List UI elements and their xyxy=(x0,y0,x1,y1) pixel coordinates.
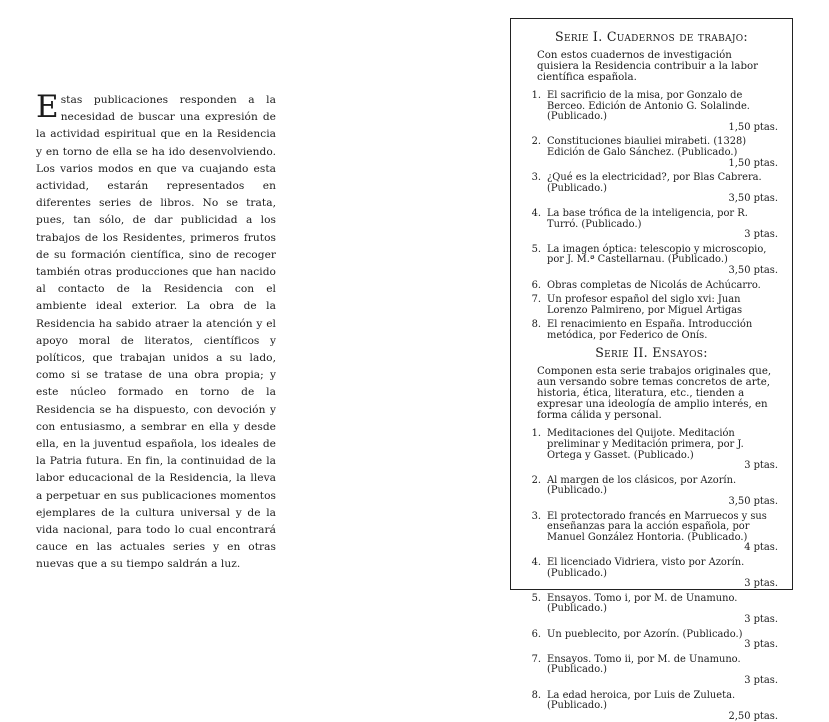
item-number: 3. xyxy=(531,510,541,522)
item-text: ¿Qué es la electricidad?, por Blas Cabrera. (Publicado.) xyxy=(547,172,762,194)
item-number: 8. xyxy=(531,319,541,331)
list-item xyxy=(525,245,778,277)
series-1-list xyxy=(525,91,778,341)
item-price: 3 ptas. xyxy=(744,229,778,241)
item-text: Al margen de los clásicos, por Azorín. (Publicado.) xyxy=(547,474,737,497)
list-item xyxy=(525,630,778,651)
item-price: 3 ptas. xyxy=(744,460,778,472)
list-item xyxy=(525,655,778,687)
item-text: La base trófica de la inteligencia, por R. Turró. (Publicado.) xyxy=(547,207,748,230)
item-price: 3,50 ptas. xyxy=(728,193,778,205)
item-price: 1,50 ptas. xyxy=(728,157,778,169)
item-number: 4. xyxy=(531,557,541,568)
item-price: 2,50 ptas. xyxy=(728,710,778,722)
list-item xyxy=(525,594,778,626)
item-price: 3,50 ptas. xyxy=(728,496,778,508)
series-2-title: Serie II. Ensayos: xyxy=(595,345,708,361)
item-price: 3 ptas. xyxy=(744,578,778,590)
list-item xyxy=(525,320,778,341)
item-text: El licenciado Vidriera, visto por Azorín. (Publicado.) xyxy=(547,557,745,579)
item-price: 3,50 ptas. xyxy=(728,264,778,276)
series-1-intro: Con estos cuadernos de investigación quisiera la Residencia contribuir a la labor científica española. xyxy=(537,50,758,83)
list-item xyxy=(525,512,778,554)
right-page-catalog xyxy=(510,18,793,722)
item-number: 6. xyxy=(531,279,541,291)
list-item xyxy=(525,476,778,508)
item-text: Un pueblecito, por Azorín. (Publicado.) xyxy=(547,628,743,640)
list-item xyxy=(525,558,778,590)
list-item xyxy=(525,209,778,241)
list-item xyxy=(525,137,778,169)
item-price: 3 ptas. xyxy=(744,639,778,651)
item-text: Constituciones biauliei mirabeti. (1328) Edición de Galo Sánchez. (Publicado.) xyxy=(547,136,747,158)
item-text: Meditaciones del Quijote. Meditación preliminar y Meditación primera, por J. Ortega y Gasset. (Publicado.) xyxy=(547,428,744,461)
list-item xyxy=(525,173,778,205)
left-page-text xyxy=(36,89,276,574)
item-number: 8. xyxy=(531,689,541,701)
item-text: La edad heroica, por Luis de Zulueta. (Publicado.) xyxy=(547,689,736,712)
item-number: 6. xyxy=(531,628,541,640)
list-item xyxy=(525,691,778,722)
list-item xyxy=(525,281,778,292)
item-number: 1. xyxy=(531,90,541,101)
item-text: Ensayos. Tomo ii, por M. de Unamuno. (Publicado.) xyxy=(547,653,741,676)
item-text: Un profesor español del siglo xvi: Juan Lorenzo Palmireno, por Miguel Artigas xyxy=(547,294,743,316)
item-text: Obras completas de Nicolás de Achúcarro. xyxy=(547,279,761,291)
item-number: 1. xyxy=(531,428,541,440)
list-item xyxy=(525,429,778,471)
item-number: 5. xyxy=(531,243,541,255)
item-number: 7. xyxy=(531,294,541,306)
item-text: El protectorado francés en Marruecos y sus enseñanzas para la acción española, por Manuel González Hontoria. (Publicado.) xyxy=(547,510,767,543)
item-text: El sacrificio de la misa, por Gonzalo de Berceo. Edición de Antonio G. Solalinde. (Publicado.) xyxy=(547,90,750,123)
item-number: 5. xyxy=(531,592,541,604)
drop-cap: E xyxy=(36,89,59,125)
item-text: Ensayos. Tomo i, por M. de Unamuno. (Publicado.) xyxy=(547,592,738,615)
item-price: 1,50 ptas. xyxy=(728,121,778,133)
series-2-intro: Componen esta serie trabajos originales que, aun versando sobre temas concretos de arte, historia, ética, literatura, etc., tienden a expresar una ideología de amplio interés, en forma cálida y personal. xyxy=(537,366,772,422)
list-item xyxy=(525,91,778,133)
item-price: 3 ptas. xyxy=(744,613,778,625)
item-number: 7. xyxy=(531,653,541,665)
item-text: El renacimiento en España. Introducción metódica, por Federico de Onís. xyxy=(547,319,753,341)
item-number: 3. xyxy=(531,172,541,184)
item-number: 2. xyxy=(531,474,541,486)
item-price: 4 ptas. xyxy=(744,542,778,554)
item-price: 3 ptas. xyxy=(744,674,778,686)
item-number: 4. xyxy=(531,207,541,219)
left-page-paragraph: stas publicaciones responden a la necesidad de buscar una expresión de la actividad espiritual que en la Residencia y en torno de ella se ha ido desenvolviendo. Los varios modos en que va cuajando esta actividad, estarán representados en diferentes series de libros. No se trata, pues, tan sólo, de dar publicidad a los trabajos de los Residentes, primeros frutos de su formación científica, sino de recoger también otras producciones que han nacido al contacto de la Residencia con el ambiente ideal exterior. La obra de la Residencia ha sabido atraer la atención y el apoyo moral de literatos, científicos y políticos, que trabajan unidos a su lado, como si se tratase de una obra propia; y este núcleo formado en torno de la Residencia se ha dispuesto, con devoción y con entusiasmo, a sembrar en ella y desde ella, en la juventud española, los ideales de la Patria futura. En fin, la continuidad de la labor educacional de la Residencia, la lleva a perpetuar en sus publicaciones momentos ejemplares de la cultura universal y de la vida nacional, para todo lo cual encontrará cauce en las actuales series y en otras nuevas que a su tiempo saldrán a luz. xyxy=(36,94,276,571)
list-item xyxy=(525,295,778,316)
series-1-title: Serie I. Cuadernos de trabajo: xyxy=(555,29,748,44)
item-text: La imagen óptica: telescopio y microscopio, por J. M.ª Castellarnau. (Publicado.) xyxy=(547,243,767,266)
item-number: 2. xyxy=(531,136,541,148)
series-2-list xyxy=(525,429,778,722)
